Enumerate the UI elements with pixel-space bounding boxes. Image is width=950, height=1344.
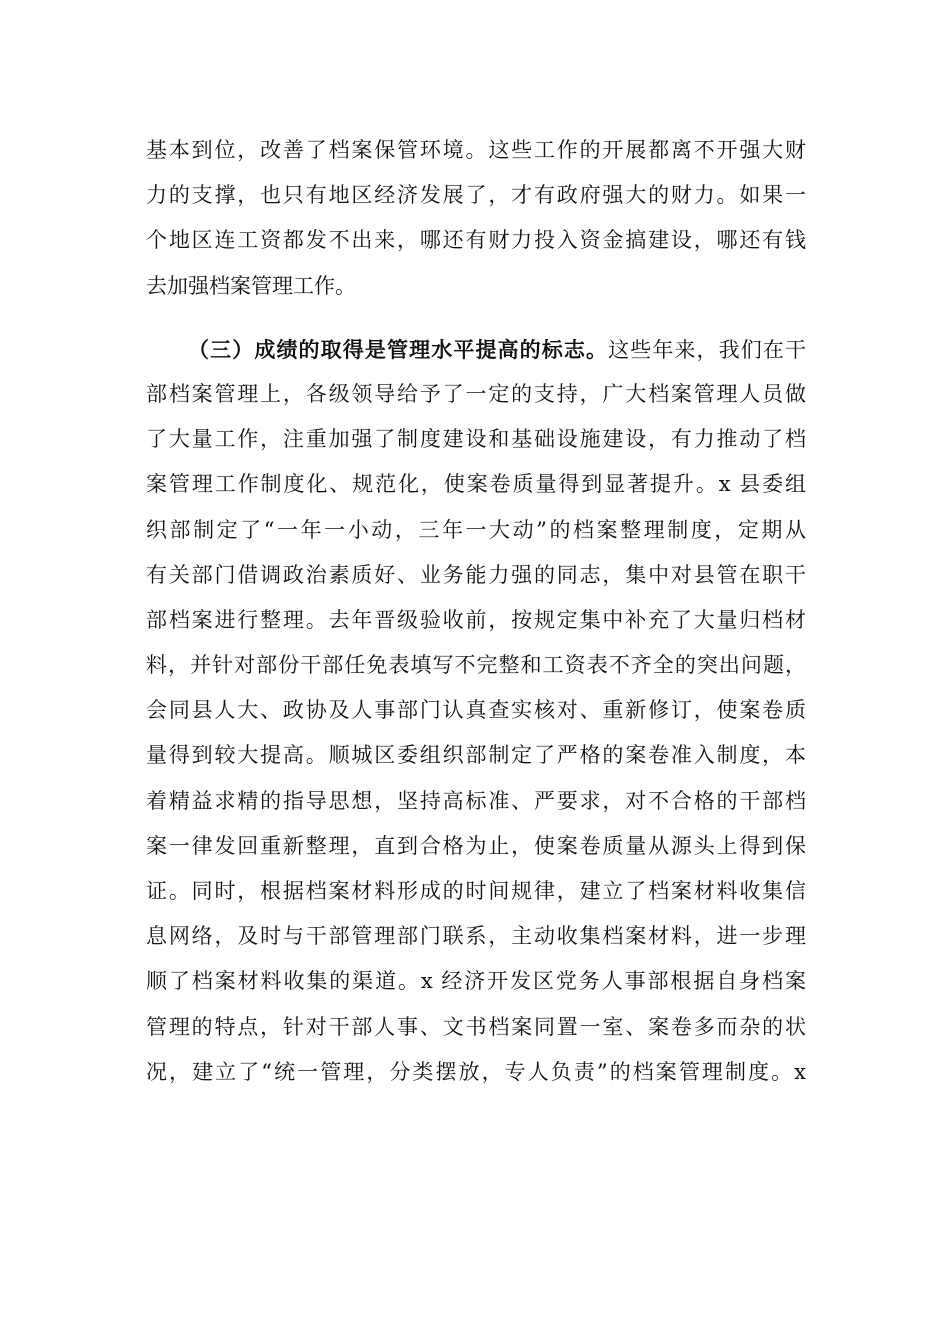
paragraph2-line: 有关部门借调政治素质好、业务能力强的同志，集中对县管在职干 (146, 562, 806, 587)
paragraph2-line: 着精益求精的指导思想，坚持高标准、严要求，对不合格的干部档 (146, 788, 806, 813)
paragraph2-line: 了大量工作，注重加强了制度建设和基础设施建设，有力推动了档 (146, 427, 806, 452)
paragraph2-line: 部档案管理上，各级领导给予了一定的支持，广大档案管理人员做 (146, 381, 806, 406)
paragraph2-line: 量得到较大提高。顺城区委组织部制定了严格的案卷准入制度，本 (146, 743, 806, 768)
paragraph2-line: 案管理工作制度化、规范化，使案卷质量得到显著提升。x 县委组 (146, 472, 806, 497)
paragraph2-first-line-text: 这些年来，我们在干 (608, 337, 806, 362)
paragraph2-first-line (146, 327, 806, 372)
paragraph2-line: 案一律发回重新整理，直到合格为止，使案卷质量从源头上得到保 (146, 833, 806, 858)
paragraph2-line: 顺了档案材料收集的渠道。x 经济开发区党务人事部根据自身档案 (146, 969, 806, 994)
paragraph2-line: 况，建立了“统一管理，分类摆放，专人负责”的档案管理制度。x (146, 1059, 806, 1084)
paragraph2-line: 息网络，及时与干部管理部门联系，主动收集档案材料，进一步理 (146, 924, 806, 949)
paragraph2-line: 织部制定了“一年一小动，三年一大动”的档案整理制度，定期从 (146, 517, 806, 542)
document-body (146, 128, 806, 1095)
paragraph2-line: 料，并针对部份干部任免表填写不完整和工资表不齐全的突出问题， (146, 653, 806, 678)
paragraph1-line: 力的支撑，也只有地区经济发展了，才有政府强大的财力。如果一 (146, 183, 806, 208)
paragraph2-line: 会同县人大、政协及人事部门认真查实核对、重新修订，使案卷质 (146, 698, 806, 723)
paragraph2-line: 证。同时，根据档案材料形成的时间规律，建立了档案材料收集信 (146, 879, 806, 903)
paragraph1-line: 个地区连工资都发不出来，哪还有财力投入资金搞建设，哪还有钱 (146, 228, 806, 253)
section-heading: （三）成绩的取得是管理水平提高的标志。 (188, 336, 609, 362)
paragraph2-line: 部档案进行整理。去年晋级验收前，按规定集中补充了大量归档材 (146, 607, 806, 632)
paragraph1-line: 基本到位，改善了档案保管环境。这些工作的开展都离不开强大财 (146, 138, 806, 162)
paragraph2-line: 管理的特点，针对干部人事、文书档案同置一室、案卷多而杂的状 (146, 1014, 806, 1039)
paragraph1-line: 去加强档案管理工作。 (146, 273, 356, 298)
